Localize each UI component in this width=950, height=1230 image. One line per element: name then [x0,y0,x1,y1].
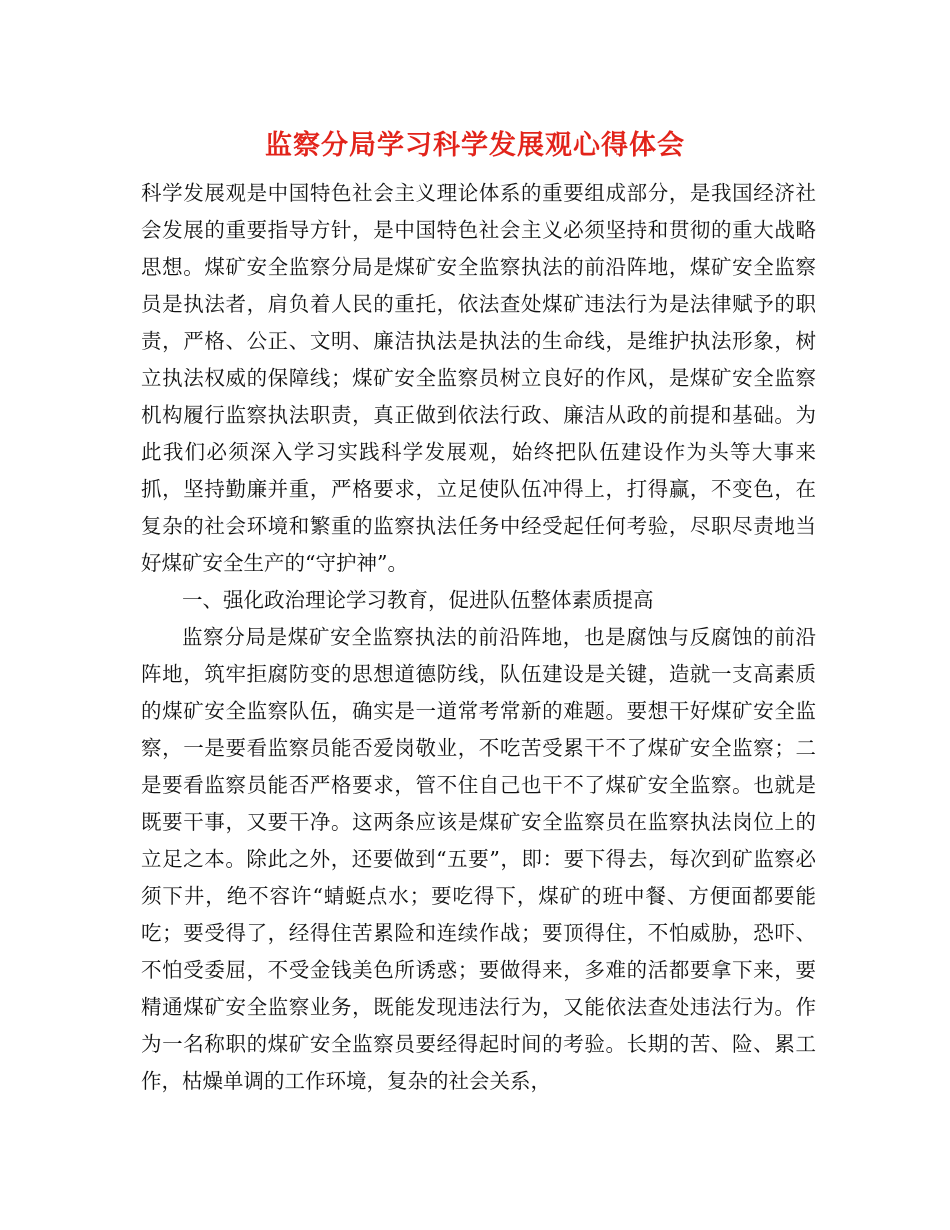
document-title: 监察分局学习科学发展观心得体会 [265,130,685,161]
section-heading: 一、强化政治理论学习教育，促进队伍整体素质提高 [182,588,654,612]
document-body [141,175,816,1100]
body-paragraph: 监察分局是煤矿安全监察执法的前沿阵地，也是腐蚀与反腐蚀的前沿阵地，筑牢拒腐防变的思想道德防线，队伍建设是关键，造就一支高素质的煤矿安全监察队伍，确实是一道常考常新的难题。要想干好煤矿安全监察，一是要看监察员能否爱岗敬业，不吃苦受累干不了煤矿安全监察；二是要看监察员能否严格要求，管不住自己也干不了煤矿安全监察。也就是既要干事，又要干净。这两条应该是煤矿安全监察员在监察执法岗位上的立足之本。除此之外，还要做到“五要”，即：要下得去，每次到矿监察必须下井，绝不容许“蜻蜓点水；要吃得下，煤矿的班中餐、方便面都要能吃；要受得了，经得住苦累险和连续作战；要顶得住，不怕威胁，恐吓、不怕受委屈，不受金钱美色所诱惑；要做得来，多难的活都要拿下来，要精通煤矿安全监察业务，既能发现违法行为，又能依法查处违法行为。作为一名称职的煤矿安全监察员要经得起时间的考验。长期的苦、险、累工作，枯燥单调的工作环境，复杂的社会关系， [141,625,816,1093]
body-paragraph: 科学发展观是中国特色社会主义理论体系的重要组成部分，是我国经济社会发展的重要指导方针，是中国特色社会主义必须坚持和贯彻的重大战略思想。煤矿安全监察分局是煤矿安全监察执法的前沿阵地，煤矿安全监察员是执法者，肩负着人民的重托，依法查处煤矿违法行为是法律赋予的职责，严格、公正、文明、廉洁执法是执法的生命线，是维护执法形象，树立执法权威的保障线；煤矿安全监察员树立良好的作风，是煤矿安全监察机构履行监察执法职责，真正做到依法行政、廉洁从政的前提和基础。为此我们必须深入学习实践科学发展观，始终把队伍建设作为头等大事来抓，坚持勤廉并重，严格要求，立足使队伍冲得上，打得赢，不变色，在复杂的社会环境和繁重的监察执法任务中经受起任何考验，尽职尽责地当好煤矿安全生产的“守护神”。 [141,181,816,575]
